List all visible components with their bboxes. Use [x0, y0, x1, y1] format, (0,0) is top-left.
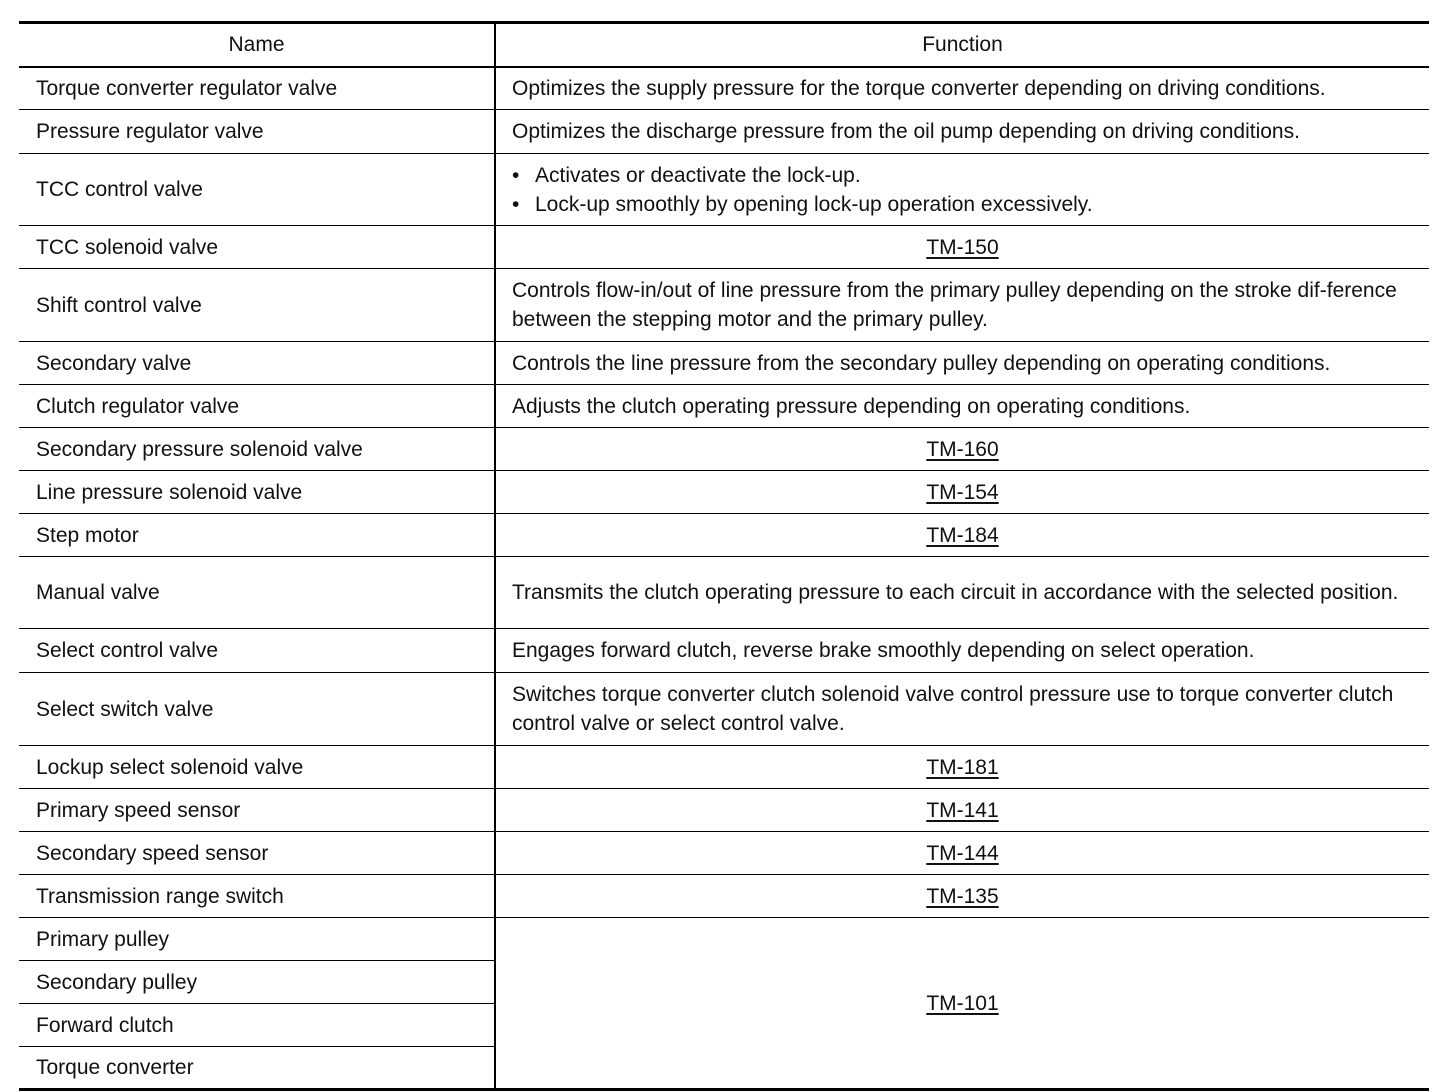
reference-link[interactable]: TM-150	[926, 235, 999, 259]
table-row	[19, 789, 1429, 832]
component-function: Controls flow-in/out of line pressure from the primary pulley depending on the stroke dif-ference between the stepping motor and the primary pulley.	[495, 269, 1429, 342]
table-row	[19, 342, 1429, 385]
reference-link[interactable]: TM-154	[926, 480, 999, 504]
component-name: Secondary valve	[19, 342, 495, 385]
reference-link[interactable]: TM-101	[926, 991, 999, 1015]
table-row	[19, 110, 1429, 154]
component-name: Torque converter regulator valve	[19, 67, 495, 110]
table-row	[19, 269, 1429, 342]
component-function	[495, 154, 1429, 226]
component-function: Adjusts the clutch operating pressure depending on operating conditions.	[495, 385, 1429, 428]
component-function	[495, 428, 1429, 471]
table-row	[19, 673, 1429, 746]
component-name: Manual valve	[19, 557, 495, 629]
table-row	[19, 557, 1429, 629]
component-function: Transmits the clutch operating pressure to each circuit in accordance with the selected position.	[495, 557, 1429, 629]
table-row	[19, 67, 1429, 110]
table-row	[19, 226, 1429, 269]
table-row	[19, 385, 1429, 428]
component-function	[495, 746, 1429, 789]
component-name: Lockup select solenoid valve	[19, 746, 495, 789]
component-name: Shift control valve	[19, 269, 495, 342]
reference-link[interactable]: TM-160	[926, 437, 999, 461]
function-bullet-item: • Activates or deactivate the lock-up.	[512, 161, 1423, 190]
component-function: Controls the line pressure from the secondary pulley depending on operating conditions.	[495, 342, 1429, 385]
component-name: Select control valve	[19, 629, 495, 673]
component-name: TCC solenoid valve	[19, 226, 495, 269]
component-name: Primary speed sensor	[19, 789, 495, 832]
component-function	[495, 789, 1429, 832]
component-function: Switches torque converter clutch solenoid valve control pressure use to torque converter clutch control valve or select control valve.	[495, 673, 1429, 746]
component-name: Forward clutch	[19, 1004, 495, 1047]
component-function-table	[19, 21, 1429, 1091]
component-name: Primary pulley	[19, 918, 495, 961]
column-header-name: Name	[19, 23, 495, 67]
column-header-function: Function	[495, 23, 1429, 67]
component-name: Transmission range switch	[19, 875, 495, 918]
table-row	[19, 746, 1429, 789]
table-row	[19, 875, 1429, 918]
component-name: Secondary speed sensor	[19, 832, 495, 875]
component-name: Secondary pulley	[19, 961, 495, 1004]
component-name: Line pressure solenoid valve	[19, 471, 495, 514]
table-row	[19, 629, 1429, 673]
function-bullet-item: • Lock-up smoothly by opening lock-up operation excessively.	[512, 190, 1423, 219]
component-function	[495, 471, 1429, 514]
function-bullet-list	[512, 161, 1423, 219]
component-function: Optimizes the supply pressure for the torque converter depending on driving conditions.	[495, 67, 1429, 110]
reference-link[interactable]: TM-135	[926, 884, 999, 908]
component-name: Secondary pressure solenoid valve	[19, 428, 495, 471]
reference-link[interactable]: TM-181	[926, 755, 999, 779]
reference-link[interactable]: TM-144	[926, 841, 999, 865]
component-function	[495, 832, 1429, 875]
component-function	[495, 918, 1429, 1090]
table-row	[19, 832, 1429, 875]
table-header-row	[19, 23, 1429, 67]
component-name: TCC control valve	[19, 154, 495, 226]
component-name: Step motor	[19, 514, 495, 557]
table-row	[19, 918, 1429, 961]
component-name: Select switch valve	[19, 673, 495, 746]
component-function: Engages forward clutch, reverse brake smoothly depending on select operation.	[495, 629, 1429, 673]
reference-link[interactable]: TM-141	[926, 798, 999, 822]
table-row	[19, 154, 1429, 226]
reference-link[interactable]: TM-184	[926, 523, 999, 547]
component-function	[495, 514, 1429, 557]
component-function	[495, 875, 1429, 918]
component-name: Torque converter	[19, 1047, 495, 1090]
table-row	[19, 471, 1429, 514]
component-name: Clutch regulator valve	[19, 385, 495, 428]
table-row	[19, 514, 1429, 557]
table-row	[19, 428, 1429, 471]
component-function: Optimizes the discharge pressure from the oil pump depending on driving conditions.	[495, 110, 1429, 154]
component-function	[495, 226, 1429, 269]
component-name: Pressure regulator valve	[19, 110, 495, 154]
